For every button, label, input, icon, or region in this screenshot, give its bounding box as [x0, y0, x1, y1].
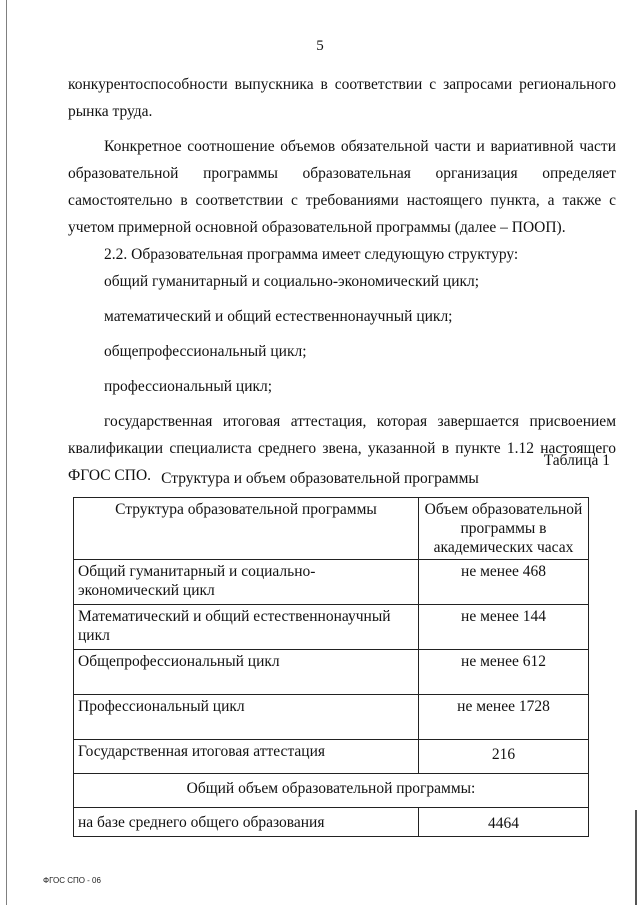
scan-left-edge: [6, 0, 7, 905]
row-name: Государственная итоговая аттестация: [74, 740, 419, 774]
table-header-row: [74, 498, 589, 560]
table-label: Таблица 1: [543, 452, 610, 469]
row-name: Общепрофессиональный цикл: [74, 650, 419, 695]
table-row: [74, 695, 589, 740]
row-name: Математический и общий естественнонаучный цикл: [74, 605, 419, 650]
table-row: [74, 560, 589, 605]
header-volume: Объем образовательной программы в академических часах: [419, 498, 589, 560]
row-name: Общий гуманитарный и социально-экономический цикл: [74, 560, 419, 605]
list-item-professional: профессиональный цикл;: [104, 378, 273, 395]
list-item-math: математический и общий естественнонаучный цикл;: [104, 308, 453, 325]
table-row: [74, 605, 589, 650]
row-value: не менее 468: [419, 560, 589, 605]
table-caption: Структура и объем образовательной программы: [161, 470, 479, 487]
total-header: Общий объем образовательной программы:: [74, 774, 589, 808]
scan-right-edge: [635, 810, 637, 905]
list-item-humanitarian: общий гуманитарный и социально-экономический цикл;: [104, 273, 480, 290]
footer-code: ФГОС СПО - 06: [43, 876, 101, 885]
row-value: не менее 144: [419, 605, 589, 650]
table-row: [74, 740, 589, 774]
row-value: не менее 612: [419, 650, 589, 695]
paragraph-structure-intro: 2.2. Образовательная программа имеет следующую структуру:: [104, 246, 519, 263]
paragraph-attestation: государственная итоговая аттестация, которая завершается присвоением квалификации специалиста среднего звена, указанной в пункте 1.12 настоящего ФГОС СПО.: [68, 413, 616, 484]
total-value: 4464: [419, 808, 589, 837]
row-value: не менее 1728: [419, 695, 589, 740]
total-row: [74, 808, 589, 837]
page-number: 5: [316, 38, 324, 54]
paragraph-ratio: Конкретное соотношение объемов обязательной части и вариативной части образовательной программы образовательная организация определяет самостоятельно в соответствии с требованиями настоящего пункта, а также с учетом примерной основной образовательной программы (далее – ПООП).: [68, 138, 616, 236]
row-name: Профессиональный цикл: [74, 695, 419, 740]
table-row: [74, 650, 589, 695]
total-header-row: [74, 774, 589, 808]
total-name: на базе среднего общего образования: [74, 808, 419, 837]
list-item-general-professional: общепрофессиональный цикл;: [104, 343, 307, 360]
paragraph-continuation: конкурентоспособности выпускника в соответствии с запросами регионального рынка труда.: [68, 76, 616, 120]
row-value: 216: [419, 740, 589, 774]
header-structure: Структура образовательной программы: [74, 498, 419, 560]
structure-table: [73, 497, 589, 837]
body-text: [68, 71, 616, 489]
